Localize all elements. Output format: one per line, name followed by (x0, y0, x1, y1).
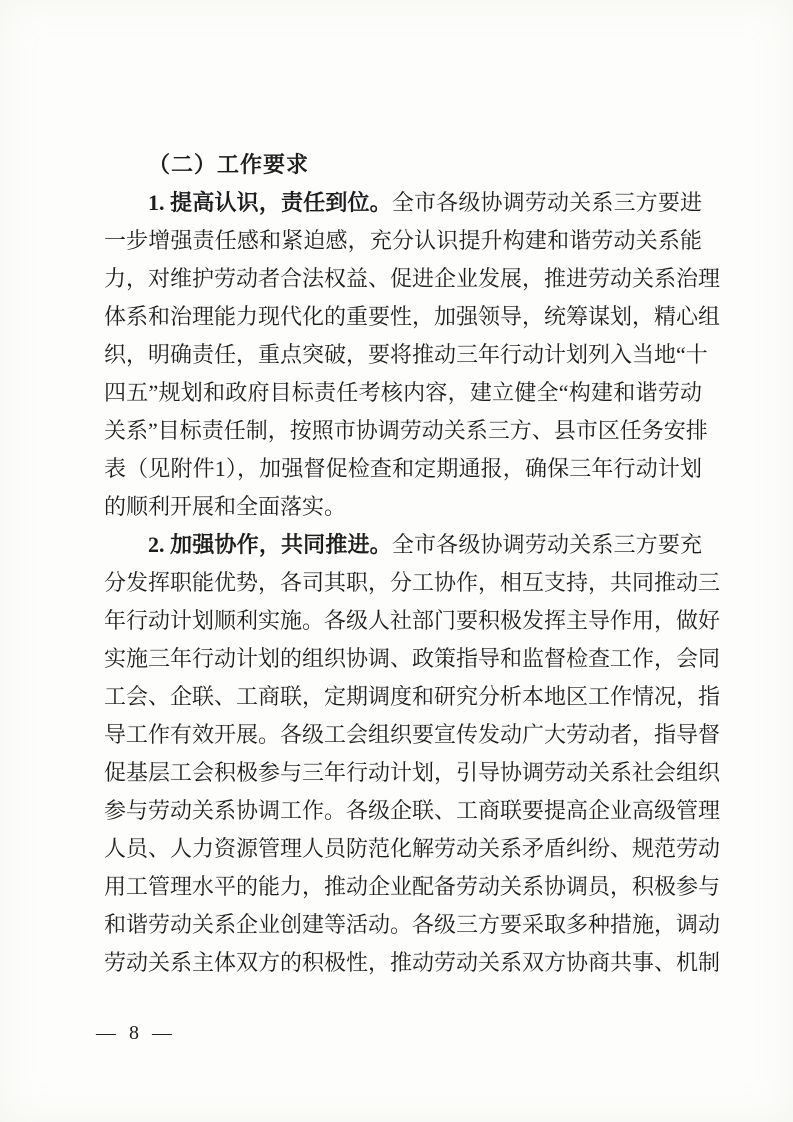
paragraph-line: 四五”规划和政府目标责任考核内容，建立健全“构建和谐劳动 (104, 380, 702, 405)
paragraph-lead-bold: 2. 加强协作，共同推进。 (148, 532, 392, 557)
paragraph-line (104, 526, 702, 564)
paragraph-line: 工会、企联、工商联，定期调度和研究分析本地区工作情况，指 (104, 684, 721, 709)
paragraph-line: 年行动计划顺利实施。各级人社部门要积极发挥主导作用，做好 (104, 608, 721, 633)
paragraph-line (104, 184, 702, 222)
paragraph-line: 导工作有效开展。各级工会组织要宣传发动广大劳动者，指导督 (104, 722, 721, 747)
paragraph-line: 分发挥职能优势，各司其职，分工协作，相互支持，共同推动三 (104, 570, 721, 595)
paragraph-line: 促基层工会积极参与三年行动计划，引导协调劳动关系社会组织 (104, 760, 721, 785)
paragraph-line: 表（见附件1），加强督促检查和定期通报，确保三年行动计划 (104, 456, 702, 481)
paragraph-line: 实施三年行动计划的组织协调、政策指导和监督检查工作，会同 (104, 646, 721, 671)
paragraph-line: 织，明确责任，重点突破，要将推动三年行动计划列入当地“十 (104, 342, 708, 367)
paragraph-line: 劳动关系主体双方的积极性，推动劳动关系双方协商共事、机制 (104, 950, 721, 975)
paragraph-1 (104, 184, 721, 526)
paragraph-2 (104, 526, 721, 982)
paragraph-line: 和谐劳动关系企业创建等活动。各级三方要采取多种措施，调动 (104, 912, 721, 937)
paragraph-line-text: 全市各级协调劳动关系三方要充 (391, 532, 702, 557)
paragraph-line-text: 全市各级协调劳动关系三方要进 (391, 190, 702, 215)
paragraph-lead-bold: 1. 提高认识，责任到位。 (148, 190, 392, 215)
paragraph-line: 用工管理水平的能力，推动企业配备劳动关系协调员，积极参与 (104, 874, 721, 899)
paragraph-line: 体系和治理能力现代化的重要性，加强领导，统筹谋划，精心组 (104, 304, 721, 329)
paragraph-last-line: 的顺利开展和全面落实。 (104, 494, 347, 519)
section-heading: （二）工作要求 (148, 152, 310, 177)
paragraph-line: 一步增强责任感和紧迫感，充分认识提升构建和谐劳动关系能 (104, 228, 702, 253)
paragraph-line: 参与劳动关系协调工作。各级企联、工商联要提高企业高级管理 (104, 798, 721, 823)
page-number: — 8 — (96, 1022, 176, 1044)
document-body (104, 146, 721, 982)
paragraph-line: 力，对维护劳动者合法权益、促进企业发展，推进劳动关系治理 (104, 266, 721, 291)
paragraph-line: 关系”目标责任制，按照市协调劳动关系三方、县市区任务安排 (104, 418, 708, 443)
paragraph-line: 人员、人力资源管理人员防范化解劳动关系矛盾纠纷、规范劳动 (104, 836, 721, 861)
